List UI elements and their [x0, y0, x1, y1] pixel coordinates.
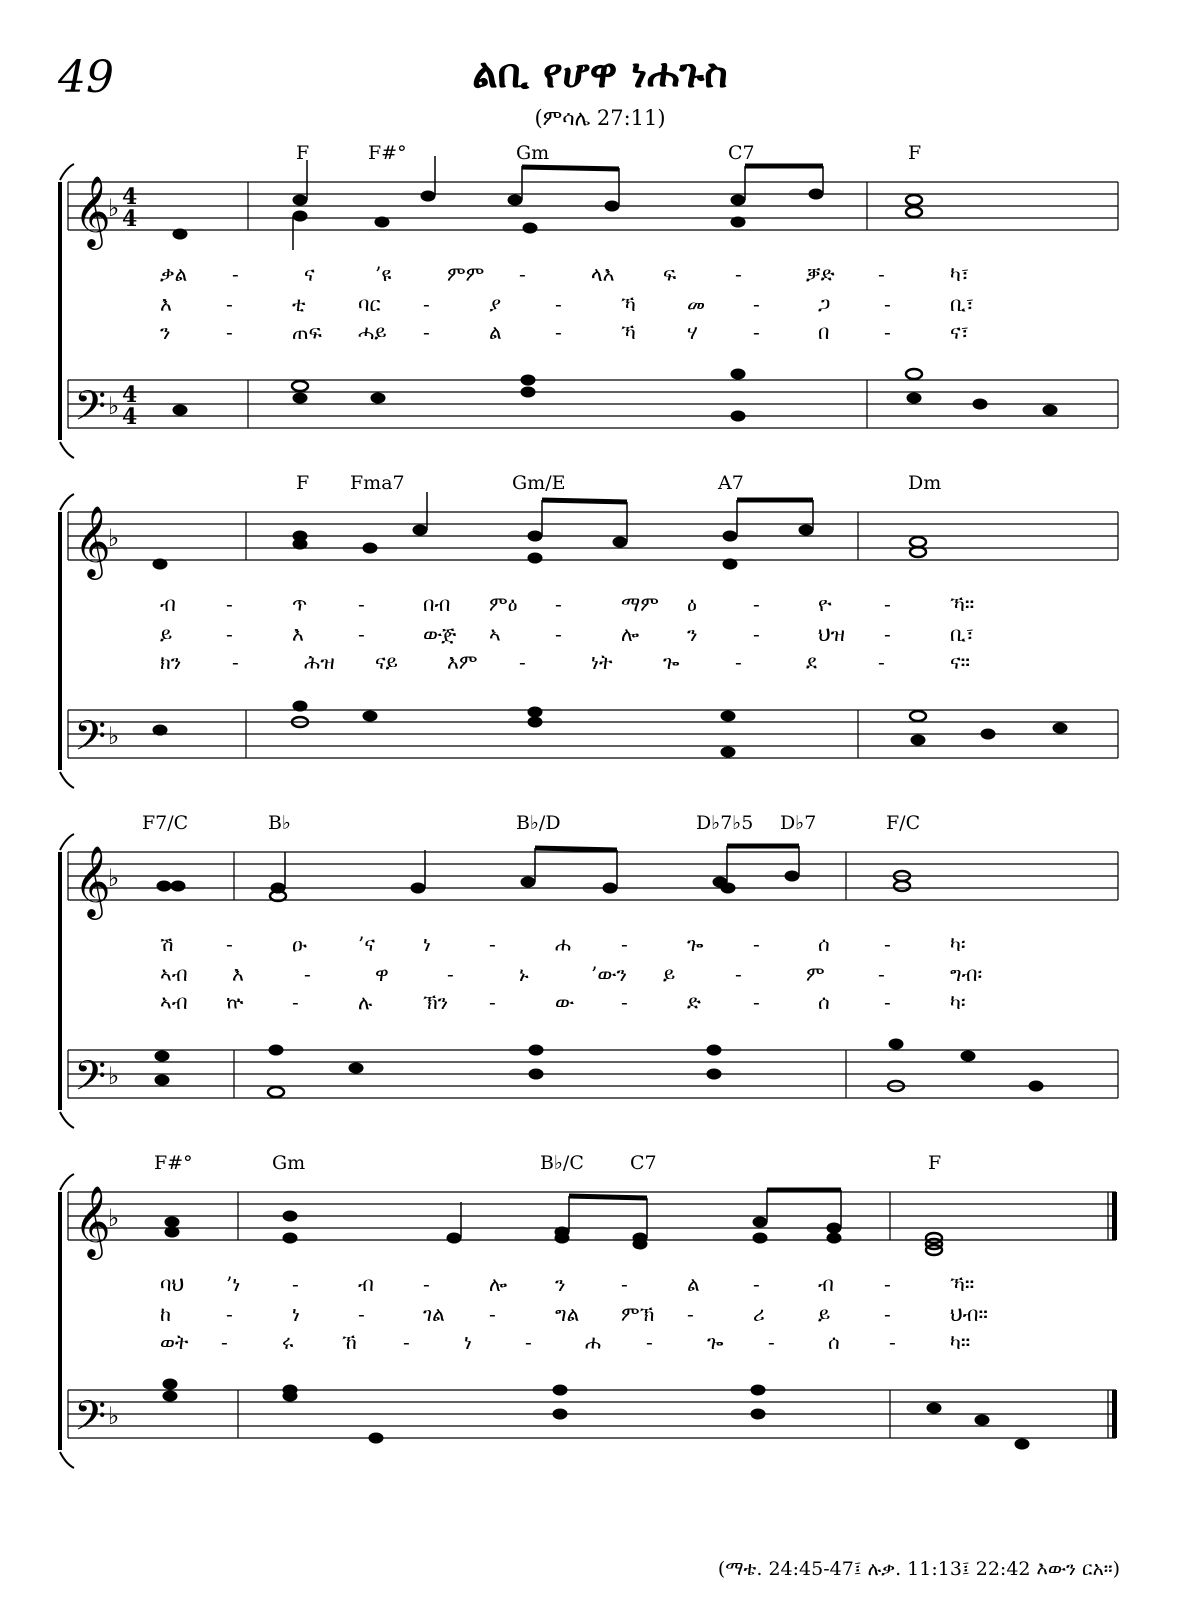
lyric-syllable: በብ	[423, 592, 451, 616]
lyric-hyphen: -	[226, 320, 233, 344]
lyric-hyphen: -	[304, 962, 311, 986]
lyric-syllable: ናይ	[375, 650, 398, 674]
lyric-syllable: እ	[160, 292, 172, 316]
lyric-syllable: ሕዝ	[304, 650, 335, 674]
lyric-syllable: ’ውን	[591, 962, 628, 986]
lyric-syllable: ና፣	[950, 320, 969, 344]
svg-text:𝄢: 𝄢	[74, 712, 107, 770]
lyric-hyphen: -	[621, 1272, 628, 1296]
lyric-hyphen: -	[555, 320, 562, 344]
svg-text:𝄞: 𝄞	[74, 844, 111, 917]
lyric-hyphen: -	[884, 1272, 891, 1296]
lyric-hyphen: -	[878, 262, 885, 286]
lyric-syllable: ካ፣	[950, 262, 970, 286]
lyric-syllable: ካ፡	[950, 932, 966, 956]
lyric-hyphen: -	[358, 622, 365, 646]
lyric-syllable: ነት	[591, 650, 613, 674]
lyric-syllable: ነ	[423, 932, 431, 956]
lyric-syllable: ኣብ	[160, 990, 188, 1014]
lyric-syllable: ጐ	[663, 650, 680, 674]
svg-text:4: 4	[122, 184, 138, 210]
lyric-syllable: ሎ	[621, 622, 640, 646]
lyric-line-verse-3	[0, 1330, 1200, 1356]
lyric-syllable: ያ	[489, 292, 502, 316]
lyric-syllable: ኣብ	[160, 962, 188, 986]
lyric-syllable: ል	[687, 1272, 700, 1296]
chord-symbol: F	[296, 142, 310, 164]
lyric-syllable: ሐ	[555, 932, 572, 956]
lyric-hyphen: -	[884, 622, 891, 646]
lyric-syllable: ሰ	[818, 932, 830, 956]
footer-references: (ማቴ. 24:45-47፤ ሉቃ. 11:13፤ 22:42 እውን ርአ።)	[717, 1558, 1120, 1580]
lyric-hyphen: -	[226, 622, 233, 646]
lyric-syllable: ህዝ	[818, 622, 845, 646]
lyric-hyphen: -	[447, 962, 454, 986]
lyric-hyphen: -	[423, 320, 430, 344]
lyric-syllable: ጐ	[707, 1330, 724, 1354]
lyric-hyphen: -	[423, 1272, 430, 1296]
lyric-syllable: ’ና	[358, 932, 375, 956]
lyric-hyphen: -	[621, 990, 628, 1014]
lyric-hyphen: -	[884, 592, 891, 616]
lyric-hyphen: -	[489, 932, 496, 956]
lyric-hyphen: -	[753, 592, 760, 616]
lyric-line-verse-3	[0, 650, 1200, 676]
lyric-hyphen: -	[292, 1272, 299, 1296]
chord-symbol: F7/C	[142, 812, 189, 834]
lyric-hyphen: -	[687, 1302, 694, 1326]
chord-symbol: B♭/D	[516, 812, 561, 834]
lyric-hyphen: -	[232, 650, 239, 674]
chord-symbol: F	[928, 1152, 942, 1174]
lyric-hyphen: -	[884, 990, 891, 1014]
chord-symbol: Fma7	[350, 472, 405, 494]
lyric-hyphen: -	[292, 990, 299, 1014]
lyric-syllable: ብ	[358, 1272, 374, 1296]
lyric-syllable: ክን	[160, 650, 182, 674]
lyric-syllable: ይ	[160, 622, 173, 646]
svg-text:♭: ♭	[108, 722, 120, 750]
chord-symbol: F#°	[368, 142, 407, 164]
lyric-hyphen: -	[735, 262, 742, 286]
lyric-syllable: ይ	[663, 962, 676, 986]
lyric-syllable: ዑ	[292, 932, 307, 956]
lyric-syllable: ውጅ	[423, 622, 457, 646]
lyric-hyphen: -	[646, 1330, 653, 1354]
lyric-syllable: ጋ	[818, 292, 831, 316]
score-system-4	[0, 1150, 1200, 1480]
lyric-syllable: በ	[818, 320, 830, 344]
lyric-hyphen: -	[519, 650, 526, 674]
lyric-syllable: ግብ፡	[950, 962, 983, 986]
lyric-syllable: ቢ፣	[950, 622, 974, 646]
lyric-syllable: ሰ	[828, 1330, 840, 1354]
lyric-hyphen: -	[519, 262, 526, 286]
lyric-hyphen: -	[555, 292, 562, 316]
lyric-syllable: ኑ	[519, 962, 529, 986]
lyric-syllable: ኵ	[226, 990, 244, 1014]
lyric-syllable: ባር	[358, 292, 381, 316]
lyric-syllable: ይ	[818, 1302, 831, 1326]
lyric-syllable: እ	[232, 962, 244, 986]
lyric-syllable: ዕ	[687, 592, 697, 616]
svg-text:♭: ♭	[108, 1402, 120, 1430]
lyric-syllable: ድ	[687, 990, 701, 1014]
svg-text:𝄢: 𝄢	[74, 1392, 107, 1450]
lyric-syllable: ደ	[806, 650, 817, 674]
lyric-syllable: ሩ	[282, 1330, 294, 1354]
lyric-syllable: ዋ	[375, 962, 389, 986]
lyric-hyphen: -	[358, 592, 365, 616]
lyric-syllable: ጐ	[687, 932, 704, 956]
svg-text:𝄞: 𝄞	[74, 1184, 111, 1257]
lyric-syllable: ሃ	[687, 320, 698, 344]
lyric-syllable: ን	[160, 320, 171, 344]
chord-symbol: Gm/E	[512, 472, 566, 494]
lyric-syllable: ከ	[160, 1302, 172, 1326]
lyric-hyphen: -	[226, 292, 233, 316]
lyric-syllable: ጥ	[292, 592, 308, 616]
svg-text:𝄞: 𝄞	[74, 504, 111, 577]
lyric-syllable: ’ነ	[226, 1272, 241, 1296]
lyric-hyphen: -	[884, 292, 891, 316]
lyric-syllable: ሎ	[489, 1272, 508, 1296]
chord-symbol: Gm	[516, 142, 550, 164]
hymn-title: ልቢ የሆዋ ነሐጉስ	[472, 50, 728, 97]
lyric-hyphen: -	[489, 990, 496, 1014]
lyric-syllable: ብ	[160, 592, 176, 616]
lyric-hyphen: -	[753, 320, 760, 344]
lyric-hyphen: -	[525, 1330, 532, 1354]
svg-text:𝄢: 𝄢	[74, 382, 107, 440]
lyric-syllable: ን	[555, 1272, 566, 1296]
svg-text:♭: ♭	[108, 1062, 120, 1090]
lyric-syllable: ጠፍ	[292, 320, 322, 344]
chord-symbol: Dm	[908, 472, 942, 494]
chord-symbol: D♭7♭5	[696, 812, 754, 834]
lyric-syllable: ’ዩ	[375, 262, 392, 286]
lyric-syllable: ቓድ	[806, 262, 835, 286]
svg-text:4: 4	[122, 382, 138, 408]
lyric-syllable: ሉ	[358, 990, 373, 1014]
score-system-2	[0, 470, 1200, 800]
lyric-syllable: ን	[687, 622, 698, 646]
chord-symbol: F	[908, 142, 922, 164]
svg-text:𝄢: 𝄢	[74, 1052, 107, 1110]
lyric-line-verse-3	[0, 320, 1200, 346]
lyric-syllable: ኻ።	[950, 1272, 975, 1296]
lyric-line-verse-1	[0, 1272, 1200, 1298]
lyric-hyphen: -	[735, 650, 742, 674]
svg-text:4: 4	[122, 206, 138, 232]
svg-text:♭: ♭	[108, 524, 120, 552]
score-system-3	[0, 810, 1200, 1140]
lyric-syllable: መ	[687, 292, 706, 316]
lyric-hyphen: -	[489, 1302, 496, 1326]
lyric-hyphen: -	[878, 650, 885, 674]
lyric-hyphen: -	[226, 932, 233, 956]
lyric-syllable: እም	[447, 650, 478, 674]
svg-text:♭: ♭	[108, 1204, 120, 1232]
lyric-hyphen: -	[878, 962, 885, 986]
lyric-syllable: ሓይ	[358, 320, 387, 344]
lyric-syllable: ኣ	[489, 622, 501, 646]
lyric-syllable: ላእ	[591, 262, 615, 286]
lyric-line-verse-2	[0, 292, 1200, 318]
lyric-hyphen: -	[753, 292, 760, 316]
scripture-reference: (ምሳሌ 27:11)	[534, 106, 666, 130]
lyric-syllable: ሰ	[818, 990, 830, 1014]
lyric-syllable: ምም	[447, 262, 485, 286]
lyric-syllable: ባህ	[160, 1272, 185, 1296]
lyric-syllable: ኽን	[423, 990, 449, 1014]
lyric-line-verse-2	[0, 962, 1200, 988]
lyric-line-verse-3	[0, 990, 1200, 1016]
lyric-syllable: ኻ።	[950, 592, 975, 616]
lyric-syllable: ቲ	[292, 292, 306, 316]
lyric-syllable: ው	[555, 990, 575, 1014]
lyric-hyphen: -	[889, 1330, 896, 1354]
lyric-hyphen: -	[621, 932, 628, 956]
lyric-syllable: ሪ	[753, 1302, 765, 1326]
lyric-syllable: ወት	[160, 1330, 189, 1354]
lyric-hyphen: -	[232, 262, 239, 286]
lyric-syllable: ቃል	[160, 262, 188, 286]
lyric-syllable: ም	[806, 962, 825, 986]
chord-symbol: Gm	[272, 1152, 306, 1174]
lyric-hyphen: -	[226, 1302, 233, 1326]
chord-symbol: A7	[718, 472, 744, 494]
chord-symbol: F	[296, 472, 310, 494]
lyric-syllable: ነ	[292, 1302, 300, 1326]
lyric-syllable: እ	[292, 622, 304, 646]
lyric-line-verse-1	[0, 932, 1200, 958]
lyric-syllable: ኻ	[621, 320, 636, 344]
lyric-hyphen: -	[884, 932, 891, 956]
lyric-hyphen: -	[753, 622, 760, 646]
svg-text:♭: ♭	[108, 392, 120, 420]
chord-symbol: B♭/C	[540, 1152, 584, 1174]
lyric-syllable: ና።	[950, 650, 970, 674]
lyric-hyphen: -	[403, 1330, 410, 1354]
lyric-syllable: ፍ	[663, 262, 677, 286]
lyric-hyphen: -	[753, 990, 760, 1014]
lyric-hyphen: -	[753, 1272, 760, 1296]
lyric-syllable: ግል	[555, 1302, 580, 1326]
lyric-hyphen: -	[358, 1302, 365, 1326]
svg-text:𝄞: 𝄞	[74, 174, 111, 247]
lyric-hyphen: -	[884, 320, 891, 344]
chord-symbol: C7	[630, 1152, 657, 1174]
lyric-syllable: ነ	[464, 1330, 472, 1354]
svg-text:4: 4	[122, 404, 138, 430]
lyric-syllable: ካ፡	[950, 990, 966, 1014]
chord-symbol: C7	[728, 142, 755, 164]
lyric-syllable: ካ።	[950, 1330, 971, 1354]
lyric-syllable: ኸ	[342, 1330, 357, 1354]
lyric-hyphen: -	[423, 292, 430, 316]
chord-symbol: F/C	[886, 812, 921, 834]
lyric-syllable: ምኽ	[621, 1302, 655, 1326]
lyric-syllable: ህብ።	[950, 1302, 988, 1326]
lyric-syllable: ብ	[818, 1272, 834, 1296]
lyric-hyphen: -	[768, 1330, 775, 1354]
lyric-syllable: ኻ	[621, 292, 636, 316]
chord-symbol: D♭7	[780, 812, 817, 834]
lyric-syllable: ቢ፣	[950, 292, 974, 316]
lyric-hyphen: -	[555, 622, 562, 646]
lyric-hyphen: -	[221, 1330, 228, 1354]
lyric-syllable: ምዕ	[489, 592, 518, 616]
lyric-line-verse-1	[0, 592, 1200, 618]
svg-text:♭: ♭	[108, 864, 120, 892]
lyric-hyphen: -	[753, 932, 760, 956]
lyric-line-verse-2	[0, 622, 1200, 648]
lyric-line-verse-1	[0, 262, 1200, 288]
lyric-syllable: ዮ	[818, 592, 832, 616]
lyric-hyphen: -	[735, 962, 742, 986]
page-number: 49	[58, 52, 114, 103]
lyric-syllable: ሽ	[160, 932, 174, 956]
chord-symbol: B♭	[268, 812, 291, 834]
chord-symbol: F#°	[154, 1152, 193, 1174]
lyric-line-verse-2	[0, 1302, 1200, 1328]
lyric-syllable: ሐ	[585, 1330, 602, 1354]
lyric-syllable: ገል	[423, 1302, 445, 1326]
lyric-syllable: ል	[489, 320, 502, 344]
lyric-hyphen: -	[555, 592, 562, 616]
lyric-hyphen: -	[884, 1302, 891, 1326]
svg-text:♭: ♭	[108, 194, 120, 222]
lyric-hyphen: -	[226, 592, 233, 616]
score-system-1	[0, 140, 1200, 470]
lyric-syllable: ማም	[621, 592, 659, 616]
lyric-syllable: ና	[304, 262, 315, 286]
